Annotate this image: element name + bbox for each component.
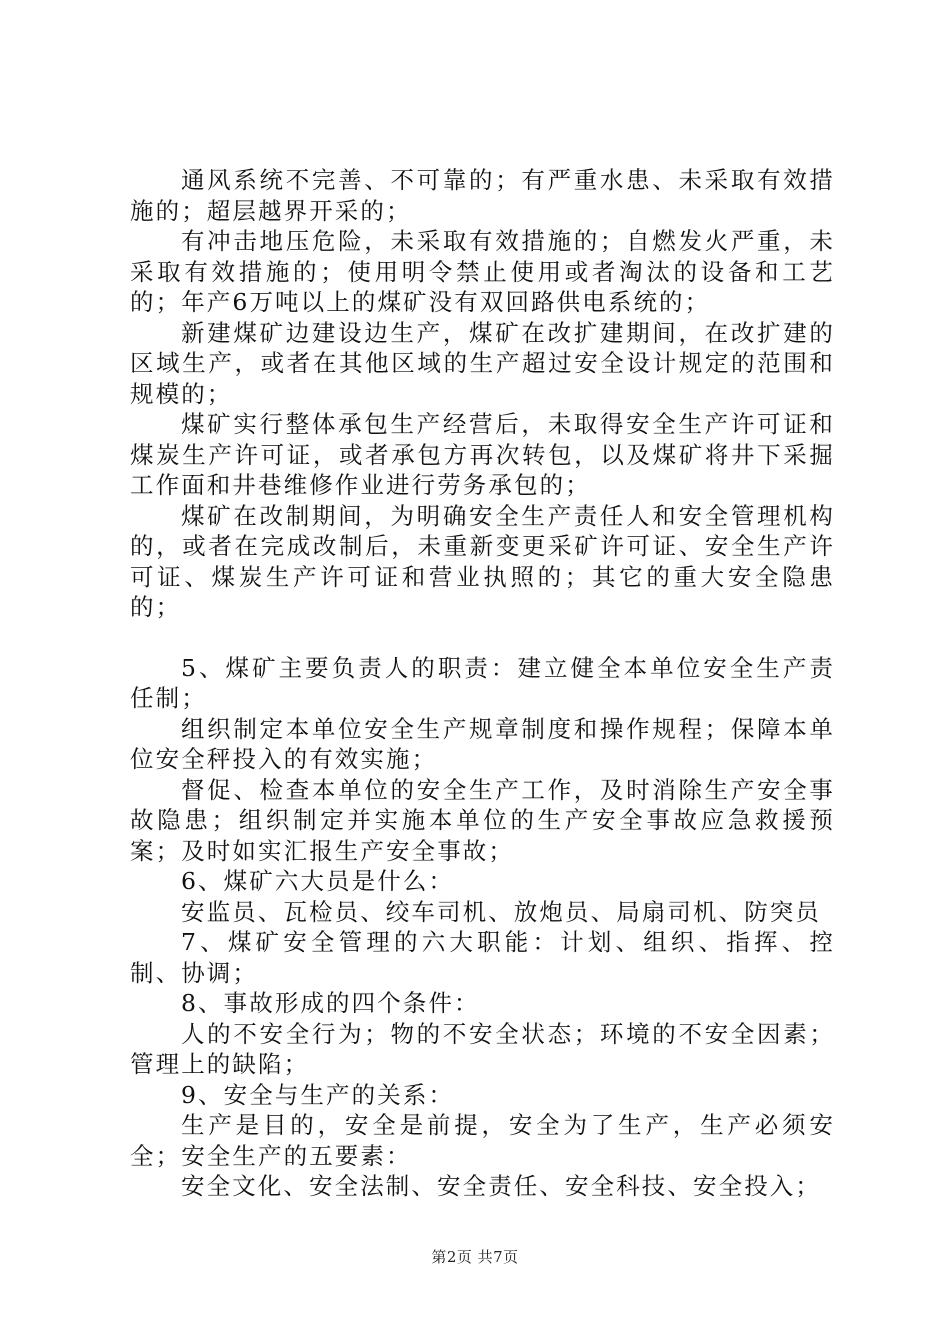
section-spacer: [130, 623, 835, 653]
paragraph-section-5: 5、煤矿主要负责人的职责：建立健全本单位安全生产责任制；: [130, 653, 835, 712]
paragraph-section-9: 9、安全与生产的关系：: [181, 1080, 455, 1109]
paragraph-production-relation: 生产是目的，安全是前提，安全为了生产，生产必须安全；安全生产的五要素：: [130, 1111, 835, 1170]
paragraph-six-staff: 安监员、瓦检员、绞车司机、放炮员、局扇司机、防突员: [181, 897, 821, 926]
document-body: [130, 165, 835, 1202]
paragraph-restructuring: 煤矿在改制期间，为明确安全生产责任人和安全管理机构的，或者在完成改制后，未重新变更采矿许可证、安全生产许可证、煤炭生产许可证和营业执照的；其它的重大安全隐患的；: [130, 501, 835, 621]
paragraph-rock-burst: 有冲击地压危险，未采取有效措施的；自燃发火严重，未采取有效措施的；使用明令禁止使用或者淘汰的设备和工艺的；年产6万吨以上的煤矿没有双回路供电系统的；: [130, 227, 835, 316]
paragraph-ventilation: 通风系统不完善、不可靠的；有严重水患、未采取有效措施的；超层越界开采的；: [130, 166, 835, 225]
paragraph-section-7: 7、煤矿安全管理的六大职能：计划、组织、指挥、控制、协调；: [130, 928, 835, 987]
paragraph-rules: 组织制定本单位安全生产规章制度和操作规程；保障本单位安全秤投入的有效实施；: [130, 714, 835, 773]
paragraph-four-conditions: 人的不安全行为；物的不安全状态；环境的不安全因素；管理上的缺陷；: [130, 1019, 835, 1078]
paragraph-five-elements: 安全文化、安全法制、安全责任、安全科技、安全投入；: [181, 1172, 821, 1200]
page-number-footer: 第2页 共7页: [431, 1248, 519, 1266]
paragraph-supervise: 督促、检查本单位的安全生产工作，及时消除生产安全事故隐患；组织制定并实施本单位的生产安全事故应急救援预案；及时如实汇报生产安全事故；: [130, 775, 835, 865]
paragraph-section-8: 8、事故形成的四个条件：: [181, 989, 480, 1017]
paragraph-new-mine: 新建煤矿边建设边生产，煤矿在改扩建期间，在改扩建的区域生产，或者在其他区域的生产超过安全设计规定的范围和规模的；: [130, 318, 835, 408]
paragraph-contracting: 煤矿实行整体承包生产经营后，未取得安全生产许可证和煤炭生产许可证，或者承包方再次转包，以及煤矿将井下采掘工作面和井巷维修作业进行劳务承包的；: [130, 410, 835, 499]
paragraph-section-6: 6、煤矿六大员是什么：: [181, 867, 455, 895]
